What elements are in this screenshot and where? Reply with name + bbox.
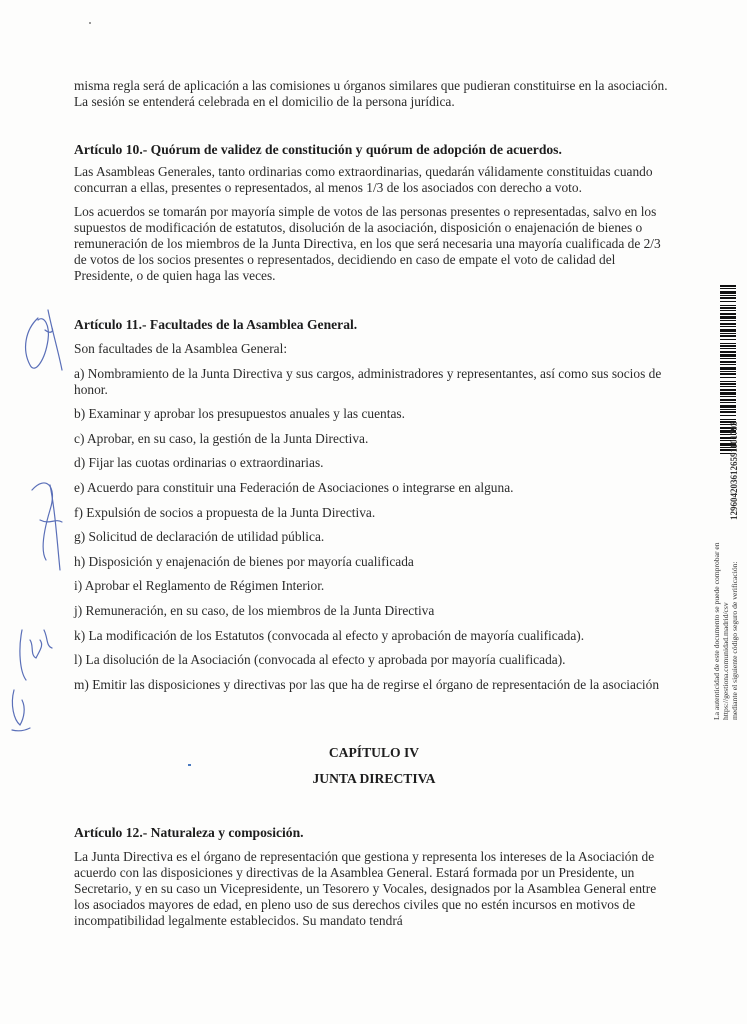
article-10-title: Artículo 10.- Quórum de validez de constitución y quórum de adopción de acuerdos. xyxy=(74,142,562,157)
verification-url: https://gestiona.comunidad.madrid/csv xyxy=(721,602,730,720)
article-11-intro: Son facultades de la Asamblea General: xyxy=(74,341,288,356)
article-10-paragraph-1: Las Asambleas Generales, tanto ordinarias como extraordinarias, quedarán válidamente constituidas cuando concurran a ellas, presentes o representados, al menos 1/3 de los asociados con derecho a voto. xyxy=(74,164,653,195)
verification-note xyxy=(712,280,739,720)
verification-line-3: mediante el siguiente código seguro de verificación: xyxy=(730,561,739,720)
list-item: g) Solicitud de declaración de utilidad pública. xyxy=(74,529,325,545)
list-item: l) La disolución de la Asociación (convocada al efecto y aprobada por mayoría cualificada). xyxy=(74,652,566,668)
chapter-number: CAPÍTULO IV xyxy=(328,744,420,760)
chapter-name: JUNTA DIRECTIVA xyxy=(312,770,436,786)
list-item: k) La modificación de los Estatutos (convocada al efecto y aprobación de mayoría cualificada). xyxy=(74,627,585,643)
list-item: e) Acuerdo para constituir una Federación de Asociaciones o integrarse en alguna. xyxy=(74,479,514,495)
list-item: f) Expulsión de socios a propuesta de la Junta Directiva. xyxy=(74,504,376,520)
article-11-title: Artículo 11.- Facultades de la Asamblea General. xyxy=(74,317,358,332)
list-item: d) Fijar las cuotas ordinarias o extraordinarias. xyxy=(74,455,324,471)
verification-line-1: La autenticidad de este documento se puede comprobar en xyxy=(712,542,721,720)
list-item: j) Remuneración, en su caso, de los miembros de la Junta Directiva xyxy=(74,602,435,618)
article-10-paragraph-2: Los acuerdos se tomarán por mayoría simple de votos de las personas presentes o representadas, salvo en los supuestos de modificación de estatutos, disolución de la asociación, disposición o enajenación de bienes o remuneración de los miembros de la Junta Directiva, en los que será necesaria una mayoría cualificada de 2/3 de votos de los socios presentes o representados, decidiendo en caso de empate el voto de calidad del Presidente, o de quien haga las veces. xyxy=(74,204,661,283)
scan-speck xyxy=(89,22,91,24)
list-item: a) Nombramiento de la Junta Directiva y sus cargos, administradores y representantes, así como sus socios de honor. xyxy=(74,365,662,397)
list-item: b) Examinar y aprobar los presupuestos anuales y las cuentas. xyxy=(74,406,405,422)
list-item: h) Disposición y enajenación de bienes por mayoría cualificada xyxy=(74,553,414,569)
list-item: m) Emitir las disposiciones y directivas por las que ha de regirse el órgano de representación de la asociación xyxy=(74,676,660,692)
ink-speck xyxy=(188,764,191,766)
intro-paragraph: misma regla será de aplicación a las comisiones u órganos similares que pudieran constituirse en la asociación. La sesión se entenderá celebrada en el domicilio de la persona jurídica. xyxy=(74,78,668,109)
handwritten-signatures xyxy=(0,300,75,770)
list-item: i) Aprobar el Reglamento de Régimen Interior. xyxy=(74,578,325,594)
article-12-paragraph-1: La Junta Directiva es el órgano de representación que gestiona y representa los intereses de la Asociación de acuerdo con las disposiciones y directivas de la Asamblea General. Estará formada por un Presidente, un Secretario, y en su caso un Vicepresidente, un Tesorero y Vocales, designados por la Asamblea General entre los asociados mayores de edad, en pleno uso de sus derechos civiles que no estén incursos en motivos de incompatibilidad legalmente establecidos. Su mandato tendrá xyxy=(74,848,657,928)
verification-code: 1296042036126591101793 xyxy=(729,421,739,520)
article-12-title: Artículo 12.- Naturaleza y composición. xyxy=(74,824,304,840)
document-body xyxy=(74,78,674,937)
list-item: c) Aprobar, en su caso, la gestión de la Junta Directiva. xyxy=(74,430,369,446)
